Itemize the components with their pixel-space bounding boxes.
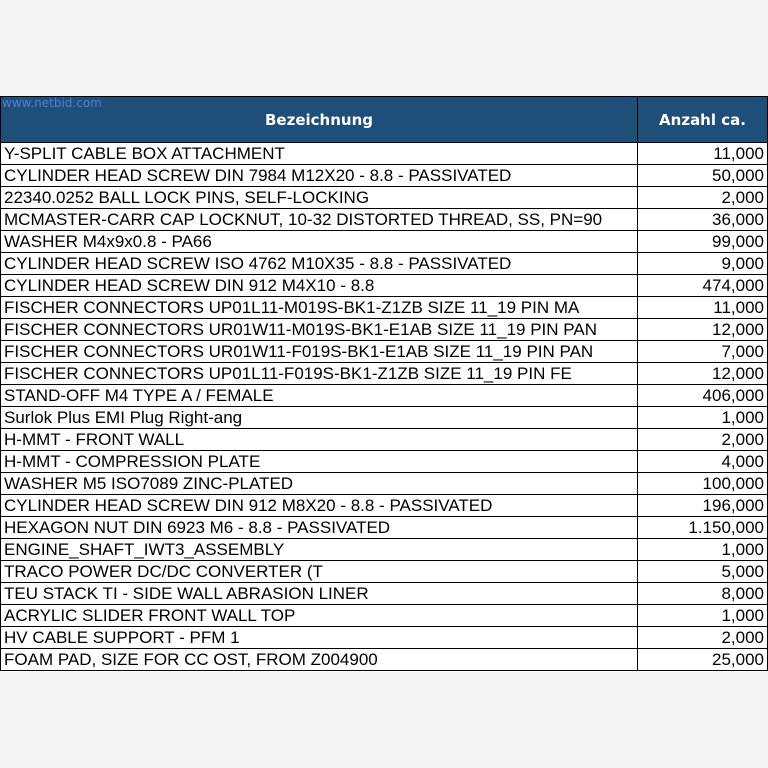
cell-name: CYLINDER HEAD SCREW ISO 4762 M10X35 - 8.8 - PASSIVATED (1, 253, 638, 275)
table-row (1, 275, 768, 297)
cell-qty: 1,000 (638, 407, 768, 429)
table-row (1, 363, 768, 385)
cell-qty: 196,000 (638, 495, 768, 517)
cell-qty: 25,000 (638, 649, 768, 671)
table-header-row (1, 97, 768, 143)
table-row (1, 165, 768, 187)
cell-qty: 12,000 (638, 363, 768, 385)
cell-qty: 11,000 (638, 143, 768, 165)
table-row (1, 561, 768, 583)
cell-name: H-MMT - COMPRESSION PLATE (1, 451, 638, 473)
cell-qty: 99,000 (638, 231, 768, 253)
table-row (1, 583, 768, 605)
table-row (1, 385, 768, 407)
table-row (1, 407, 768, 429)
table-row (1, 605, 768, 627)
cell-name: CYLINDER HEAD SCREW DIN 7984 M12X20 - 8.8 - PASSIVATED (1, 165, 638, 187)
cell-qty: 2,000 (638, 187, 768, 209)
cell-qty: 5,000 (638, 561, 768, 583)
parts-table (0, 96, 768, 671)
cell-name: Y-SPLIT CABLE BOX ATTACHMENT (1, 143, 638, 165)
column-header-name: Bezeichnung (1, 97, 638, 143)
cell-name: CYLINDER HEAD SCREW DIN 912 M4X10 - 8.8 (1, 275, 638, 297)
table-row (1, 319, 768, 341)
table-row (1, 473, 768, 495)
cell-name: FISCHER CONNECTORS UP01L11-F019S-BK1-Z1ZB SIZE 11_19 PIN FE (1, 363, 638, 385)
cell-name: FOAM PAD, SIZE FOR CC OST, FROM Z004900 (1, 649, 638, 671)
table-row (1, 451, 768, 473)
cell-qty: 8,000 (638, 583, 768, 605)
cell-qty: 36,000 (638, 209, 768, 231)
cell-name: H-MMT - FRONT WALL (1, 429, 638, 451)
cell-qty: 406,000 (638, 385, 768, 407)
table-row (1, 649, 768, 671)
cell-qty: 2,000 (638, 627, 768, 649)
cell-qty: 1.150,000 (638, 517, 768, 539)
cell-qty: 2,000 (638, 429, 768, 451)
cell-qty: 474,000 (638, 275, 768, 297)
cell-qty: 4,000 (638, 451, 768, 473)
cell-qty: 9,000 (638, 253, 768, 275)
table-row (1, 209, 768, 231)
cell-name: ENGINE_SHAFT_IWT3_ASSEMBLY (1, 539, 638, 561)
table-row (1, 539, 768, 561)
watermark: www.netbid.com (2, 96, 102, 110)
cell-name: ACRYLIC SLIDER FRONT WALL TOP (1, 605, 638, 627)
cell-name: WASHER M4x9x0.8 - PA66 (1, 231, 638, 253)
table-row (1, 187, 768, 209)
table-row (1, 231, 768, 253)
table-row (1, 495, 768, 517)
cell-qty: 12,000 (638, 319, 768, 341)
cell-name: Surlok Plus EMI Plug Right-ang (1, 407, 638, 429)
cell-name: MCMASTER-CARR CAP LOCKNUT, 10-32 DISTORTED THREAD, SS, PN=90 (1, 209, 638, 231)
cell-qty: 11,000 (638, 297, 768, 319)
table-row (1, 627, 768, 649)
table-row (1, 143, 768, 165)
table-row (1, 341, 768, 363)
cell-qty: 100,000 (638, 473, 768, 495)
cell-name: FISCHER CONNECTORS UR01W11-F019S-BK1-E1AB SIZE 11_19 PIN PAN (1, 341, 638, 363)
cell-name: STAND-OFF M4 TYPE A / FEMALE (1, 385, 638, 407)
cell-name: WASHER M5 ISO7089 ZINC-PLATED (1, 473, 638, 495)
cell-name: CYLINDER HEAD SCREW DIN 912 M8X20 - 8.8 - PASSIVATED (1, 495, 638, 517)
table-row (1, 253, 768, 275)
column-header-qty: Anzahl ca. (638, 97, 768, 143)
cell-name: TRACO POWER DC/DC CONVERTER (T (1, 561, 638, 583)
cell-qty: 1,000 (638, 605, 768, 627)
table-row (1, 517, 768, 539)
cell-name: FISCHER CONNECTORS UP01L11-M019S-BK1-Z1ZB SIZE 11_19 PIN MA (1, 297, 638, 319)
cell-name: 22340.0252 BALL LOCK PINS, SELF-LOCKING (1, 187, 638, 209)
cell-name: FISCHER CONNECTORS UR01W11-M019S-BK1-E1AB SIZE 11_19 PIN PAN (1, 319, 638, 341)
cell-name: HEXAGON NUT DIN 6923 M6 - 8.8 - PASSIVATED (1, 517, 638, 539)
cell-name: TEU STACK TI - SIDE WALL ABRASION LINER (1, 583, 638, 605)
cell-qty: 7,000 (638, 341, 768, 363)
cell-name: HV CABLE SUPPORT - PFM 1 (1, 627, 638, 649)
cell-qty: 50,000 (638, 165, 768, 187)
table-row (1, 297, 768, 319)
cell-qty: 1,000 (638, 539, 768, 561)
table-row (1, 429, 768, 451)
